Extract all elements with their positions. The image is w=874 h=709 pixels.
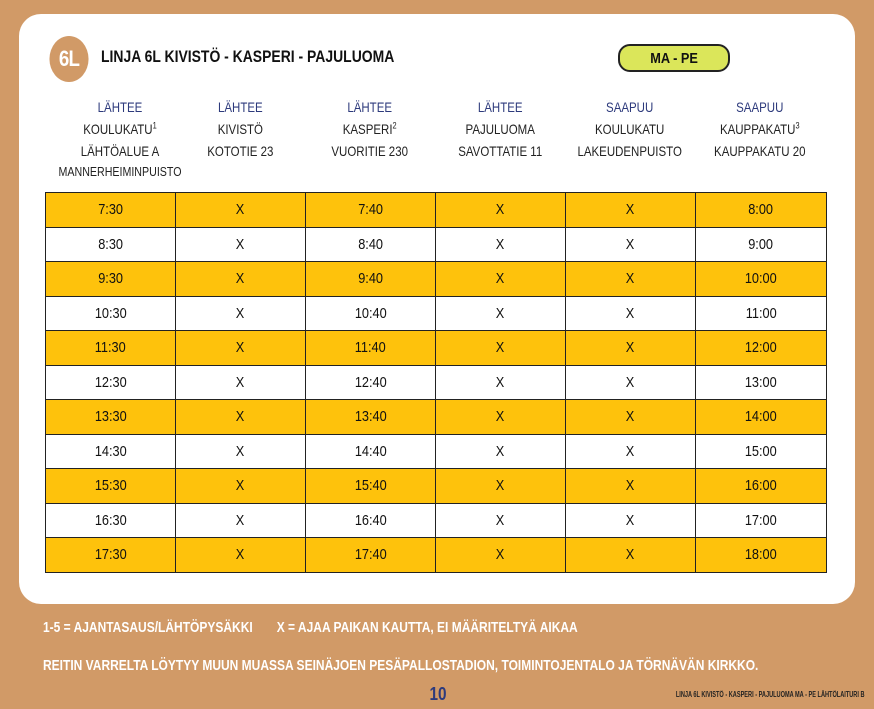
column-header-3 — [305, 96, 435, 162]
table-cell: 8:00 — [696, 193, 827, 228]
table-cell: X — [566, 434, 696, 469]
table-row — [46, 434, 827, 469]
table-cell: 16:40 — [306, 503, 436, 538]
table-cell: X — [176, 400, 306, 435]
table-cell: X — [566, 400, 696, 435]
table-cell: X — [566, 469, 696, 504]
table-cell: X — [566, 365, 696, 400]
table-cell: 8:40 — [306, 227, 436, 262]
column-stop-detail: MANNERHEIMINPUISTO — [58, 164, 182, 179]
table-cell: 11:40 — [306, 331, 436, 366]
table-cell: 15:30 — [46, 469, 176, 504]
table-cell: 11:30 — [46, 331, 176, 366]
table-cell: X — [436, 331, 566, 366]
table-cell: X — [436, 400, 566, 435]
column-kind: LÄHTEE — [477, 99, 523, 115]
column-stop-address: LAKEUDENPUISTO — [577, 143, 683, 159]
column-header-4 — [435, 96, 565, 162]
column-kind: SAAPUU — [606, 99, 654, 115]
table-row — [46, 503, 827, 538]
legend-range: 1-5 = AJANTASAUS/LÄHTÖPYSÄKKI — [43, 619, 253, 636]
table-cell: 13:00 — [696, 365, 827, 400]
table-cell: X — [436, 296, 566, 331]
table-cell: 8:30 — [46, 227, 176, 262]
table-row — [46, 296, 827, 331]
table-row — [46, 227, 827, 262]
table-row — [46, 538, 827, 573]
table-row — [46, 469, 827, 504]
table-cell: 11:00 — [696, 296, 827, 331]
table-cell: 14:30 — [46, 434, 176, 469]
table-cell: 9:00 — [696, 227, 827, 262]
page-number: 10 — [429, 684, 447, 704]
column-stop-name: KOULUKATU$^1$ — [83, 120, 157, 137]
table-cell: X — [176, 434, 306, 469]
table-row — [46, 400, 827, 435]
table-cell: 12:30 — [46, 365, 176, 400]
table-cell: X — [566, 193, 696, 228]
table-cell: X — [436, 434, 566, 469]
column-kind: LÄHTEE — [347, 99, 393, 115]
footer-text: LINJA 6L KIVISTÖ - KASPERI - PAJULUOMA MA - PE LÄHTÖLAITURI B — [675, 690, 864, 699]
table-cell: 7:30 — [46, 193, 176, 228]
column-stop-name: KAUPPAKATU$^3$ — [720, 120, 800, 137]
table-cell: 17:30 — [46, 538, 176, 573]
table-cell: X — [176, 331, 306, 366]
table-cell: X — [566, 296, 696, 331]
footnote-mark: 2 — [392, 120, 397, 131]
table-cell: 7:40 — [306, 193, 436, 228]
table-cell: 9:30 — [46, 262, 176, 297]
line-title: LINJA 6L KIVISTÖ - KASPERI - PAJULUOMA — [101, 47, 395, 66]
table-cell: X — [176, 503, 306, 538]
legend-x: X = AJAA PAIKAN KAUTTA, EI MÄÄRITELTYÄ AIKAA — [276, 619, 578, 636]
table-cell: X — [436, 503, 566, 538]
column-stop-name: KIVISTÖ — [217, 121, 263, 137]
table-cell: X — [176, 469, 306, 504]
column-stop-name: PAJULUOMA — [465, 121, 535, 137]
table-cell: 10:30 — [46, 296, 176, 331]
table-cell: X — [176, 227, 306, 262]
column-header-5 — [565, 96, 695, 162]
table-cell: 16:00 — [696, 469, 827, 504]
table-cell: 13:40 — [306, 400, 436, 435]
table-row — [46, 365, 827, 400]
column-stop-address: SAVOTTATIE 11 — [458, 143, 542, 159]
table-cell: 18:00 — [696, 538, 827, 573]
table-cell: X — [566, 262, 696, 297]
column-stop-name: KOULUKATU — [595, 121, 665, 137]
table-cell: 14:00 — [696, 400, 827, 435]
table-cell: 17:00 — [696, 503, 827, 538]
column-stop-name: KASPERI$^2$ — [343, 120, 397, 137]
table-row — [46, 193, 827, 228]
column-stop-address: VUORITIE 230 — [331, 143, 409, 159]
table-cell: 14:40 — [306, 434, 436, 469]
table-cell: 16:30 — [46, 503, 176, 538]
table-cell: 10:00 — [696, 262, 827, 297]
line-badge: 6L — [49, 36, 88, 82]
table-cell: X — [176, 193, 306, 228]
table-cell: X — [176, 538, 306, 573]
table-cell: 17:40 — [306, 538, 436, 573]
table-cell: X — [176, 296, 306, 331]
table-cell: 12:40 — [306, 365, 436, 400]
table-cell: X — [436, 262, 566, 297]
column-kind: LÄHTEE — [217, 99, 263, 115]
legend — [43, 619, 578, 636]
table-cell: X — [176, 262, 306, 297]
timetable — [45, 192, 827, 573]
table-row — [46, 331, 827, 366]
column-stop-address: LÄHTÖALUE A — [80, 143, 160, 159]
column-header-1 — [45, 96, 182, 182]
table-cell: 12:00 — [696, 331, 827, 366]
table-cell: X — [566, 503, 696, 538]
table-cell: X — [436, 538, 566, 573]
days-badge: MA - PE — [618, 44, 730, 72]
route-note: REITIN VARRELTA LÖYTYY MUUN MUASSA SEINÄJOEN PESÄPALLOSTADION, TOIMINTOJENTALO JA TÖRNÄVÄN KIRKKO. — [43, 657, 759, 674]
table-cell: X — [176, 365, 306, 400]
column-kind: SAAPUU — [736, 99, 784, 115]
table-cell: X — [436, 193, 566, 228]
column-kind: LÄHTEE — [97, 99, 143, 115]
table-cell: X — [436, 365, 566, 400]
table-cell: X — [436, 469, 566, 504]
column-stop-address: KOTOTIE 23 — [206, 143, 274, 159]
table-cell: X — [566, 331, 696, 366]
column-stop-address: KAUPPAKATU 20 — [714, 143, 806, 159]
table-cell: X — [566, 538, 696, 573]
column-header-2 — [175, 96, 305, 162]
footnote-mark: 1 — [152, 120, 157, 131]
table-cell: 15:00 — [696, 434, 827, 469]
table-cell: X — [566, 227, 696, 262]
table-cell: 15:40 — [306, 469, 436, 504]
column-header-6 — [695, 96, 825, 162]
table-cell: X — [436, 227, 566, 262]
table-cell: 9:40 — [306, 262, 436, 297]
table-cell: 10:40 — [306, 296, 436, 331]
table-cell: 13:30 — [46, 400, 176, 435]
footnote-mark: 3 — [795, 120, 800, 131]
table-row — [46, 262, 827, 297]
